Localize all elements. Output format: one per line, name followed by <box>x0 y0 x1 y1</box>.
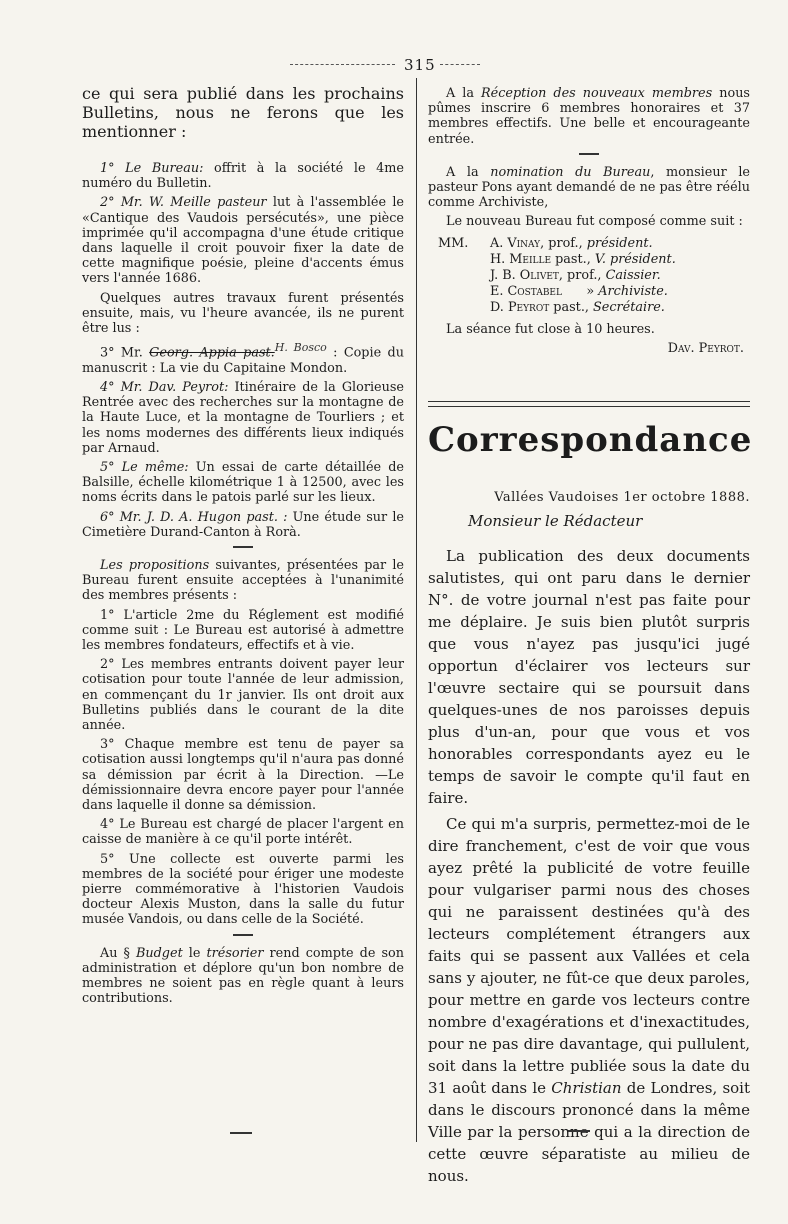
proposition-3: 3° Chaque membre est tenu de payer sa cotisation aussi longtemps qu'il n'aura pas donné sa démission par écrit à la Direction. —Le démissionnaire devra encore payer pour l'année dans laquelle il donne sa démission. <box>82 737 404 813</box>
section-separator <box>579 153 599 155</box>
member-name: D. Peyrot <box>490 299 550 315</box>
item-6-label: 6° Mr. J. D. A. Hugon past. : <box>100 509 288 525</box>
member-role: Archiviste. <box>598 283 668 299</box>
letter-dateline: Vallées Vaudoises 1er octobre 1888. <box>494 490 750 505</box>
new-bureau-paragraph: Le nouveau Bureau fut composé comme suit : <box>446 214 743 230</box>
proposition-5: 5° Une collecte est ouverte parmi les membres de la société pour ériger une modeste pierre commémorative à l'historien Vaudois docteur Alexis Muston, dans la salle du futur musée Vandois, ou dans celle de la Société. <box>82 851 404 928</box>
reception-text-a: A la <box>446 86 482 101</box>
member-name: J. B. Olivet <box>490 267 559 283</box>
intro-paragraph: ce qui sera publié dans les prochains Bulletins, nous ne ferons que les mentionner : <box>82 84 404 141</box>
item-5-label: 5° Le même: <box>100 459 189 475</box>
member-name: E. Costabel <box>490 283 562 299</box>
newspaper-name: Christian <box>551 1079 622 1097</box>
bureau-members-list <box>438 236 750 316</box>
left-column <box>82 84 404 1010</box>
section-double-rule <box>428 401 750 407</box>
reception-paragraph <box>428 86 750 147</box>
budget-label: Budget <box>135 945 183 961</box>
bureau-member <box>438 252 750 268</box>
reception-label: Réception des nouveaux membres <box>481 86 713 101</box>
item-4 <box>82 380 404 456</box>
item-2-label: 2° Mr. W. Meille pasteur <box>100 195 267 211</box>
member-detail: , prof., <box>558 267 606 283</box>
item-3-text: : Copie du manuscrit : La vie du Capitaine Mondon. <box>82 345 404 376</box>
letter-p2-text-a: Ce qui m'a surpris, permettez-moi de le dire franchement, c'est de voir que vous ayez prêté la publicité de votre feuille pour vulgariser parmi nous des choses qui ne paraissent destinées qu'à des lecteurs complétement étrangers aux faits qui se passent aux Vallées et cela sans y ajouter, ne fût-ce que deux paroles, pour mettre en garde vos lecteurs contre nombre d'exagérations et d'inexactitudes, pour ne pas dire davantage, qui pullulent, soit dans la lettre publiée sous la date du 31 août dans le <box>428 815 750 1097</box>
item-6 <box>82 510 404 540</box>
item-1-label: 1° Le Bureau: <box>100 161 204 176</box>
item-5 <box>82 460 404 506</box>
header-rule-right <box>440 64 480 65</box>
item-2-text: lut à l'assemblée le «Cantique des Vaudois persécutés», une pièce imprimée qu'il accompagna d'une étude critique dans laquelle il croit pouvoir fixer la date de cette magnifique poésie, pleine d'accents émus vers l'année 1686. <box>82 195 405 287</box>
member-name: H. Meille <box>490 251 552 267</box>
member-prefix: MM. <box>438 235 469 251</box>
member-name: A. Vinay <box>490 235 541 251</box>
correspondance-heading: Correspondance <box>428 420 753 460</box>
item-3 <box>82 340 404 376</box>
treasurer-label: trésorier <box>206 945 264 961</box>
member-prefix <box>438 300 490 316</box>
end-separator-right <box>568 1130 590 1132</box>
bureau-member <box>438 284 750 300</box>
page-number: 315 <box>404 56 436 74</box>
section-separator <box>233 546 253 548</box>
letter-salutation: Monsieur le Rédacteur <box>468 512 643 530</box>
bureau-member <box>438 268 750 284</box>
budget-text-a: Au § <box>100 945 136 961</box>
column-divider <box>416 78 417 1142</box>
budget-text-c: le <box>182 945 207 961</box>
item-2 <box>82 195 404 286</box>
member-role: Caissier. <box>605 267 661 283</box>
item-4-text: Itinéraire de la Glorieuse Rentrée avec des recherches sur la montagne de la Haute Luce, et la montagne de Tourliers ; et les noms modernes des différents lieux indiqués par Arnaud. <box>82 379 404 456</box>
nomination-text-a: A la <box>446 164 491 180</box>
nomination-text-c: , monsieur le pasteur Pons ayant demandé de ne pas être réélu comme Archiviste, <box>428 164 750 211</box>
reception-text-c: nous pûmes inscrire 6 membres honoraires et 37 membres effectifs. Une belle et encourageante entrée. <box>428 86 750 147</box>
proposition-1: 1° L'article 2me du Réglement est modifié comme suit : Le Bureau est autorisé à admettre les membres fondateurs, effectifs et à vie. <box>82 607 404 653</box>
item-3-handwritten-annotation: H. Bosco <box>274 341 327 355</box>
letter-p2-text-c: de Londres, soit dans le discours prononcé dans la même Ville par la personne qui a la direction de cette œuvre séparatiste au milieu de nous. <box>428 1079 750 1185</box>
propositions-intro <box>82 558 404 604</box>
item-1-text: offrit à la société le 4me numéro du Bulletin. <box>82 161 404 192</box>
letter-paragraph-1: La publication des deux documents salutistes, qui ont paru dans le dernier N°. de votre journal n'est pas faite pour me déplaire. Je suis bien plutôt surpris que vous n'ayez pas jusqu'ici jugé opportun d'éclairer vos lecteurs sur l'œuvre sectaire qui se poursuit dans quelques-unes de nos paroisses depuis plus d'un-an, pour que vous et vos honorables correspondants ayez eu le temps de savoir le compte qu'il faut en faire. <box>428 547 750 807</box>
section-separator <box>233 934 253 936</box>
item-6-text: Une étude sur le Cimetière Durand-Canton à Rorà. <box>82 509 404 540</box>
right-column-minutes <box>428 86 750 360</box>
end-separator-left <box>230 1132 252 1134</box>
item-1 <box>82 161 404 191</box>
proposition-2: 2° Les membres entrants doivent payer leur cotisation pour toute l'année de leur admission, en commençant du 1r janvier. Ils ont droit aux Bulletins publiés dans le courant de la dite année. <box>82 657 404 733</box>
member-prefix <box>438 284 490 300</box>
member-role: Secrétaire. <box>593 299 665 315</box>
member-detail: » <box>561 283 599 299</box>
closing-line: La séance fut close à 10 heures. <box>446 321 655 337</box>
other-works-paragraph: Quelques autres travaux furent présentés ensuite, mais, vu l'heure avancée, ils ne purent être lus : <box>82 290 404 337</box>
header-rule-left <box>290 64 395 65</box>
nomination-label: nomination du Bureau <box>490 164 651 180</box>
member-prefix <box>438 268 490 284</box>
bureau-member <box>438 236 750 252</box>
member-role: président. <box>586 235 653 251</box>
item-5-text: Un essai de carte détaillée de Balsille, échelle kilométrique 1 à 12500, avec les noms écrits dans le patois parlé sur les lieux. <box>82 459 404 506</box>
letter-body <box>428 545 750 1191</box>
propositions-text: suivantes, présentées par le Bureau furent ensuite acceptées à l'unanimité des membres présents : <box>82 557 404 604</box>
bureau-member <box>438 300 750 316</box>
member-prefix <box>438 252 490 268</box>
budget-text-e: rend compte de son administration et déplore qu'un bon nombre de membres ne soient pas en règle quant à leurs contributions. <box>82 945 404 1007</box>
item-4-label: 4° Mr. Dav. Peyrot: <box>100 379 229 395</box>
item-3-struck-name: Georg. Appia past. <box>149 345 275 361</box>
member-detail: past., <box>551 251 595 267</box>
item-3-prefix: 3° Mr. <box>100 345 143 361</box>
budget-paragraph <box>82 946 404 1007</box>
nomination-paragraph <box>428 165 750 211</box>
propositions-label: Les propositions <box>100 557 210 573</box>
signature: Dav. Peyrot. <box>667 340 744 356</box>
member-role: V. président. <box>594 251 676 267</box>
member-detail: past., <box>549 299 594 315</box>
proposition-4: 4° Le Bureau est chargé de placer l'argent en caisse de manière à ce qu'il porte intérêt. <box>82 817 404 848</box>
member-detail: , prof., <box>540 235 587 251</box>
